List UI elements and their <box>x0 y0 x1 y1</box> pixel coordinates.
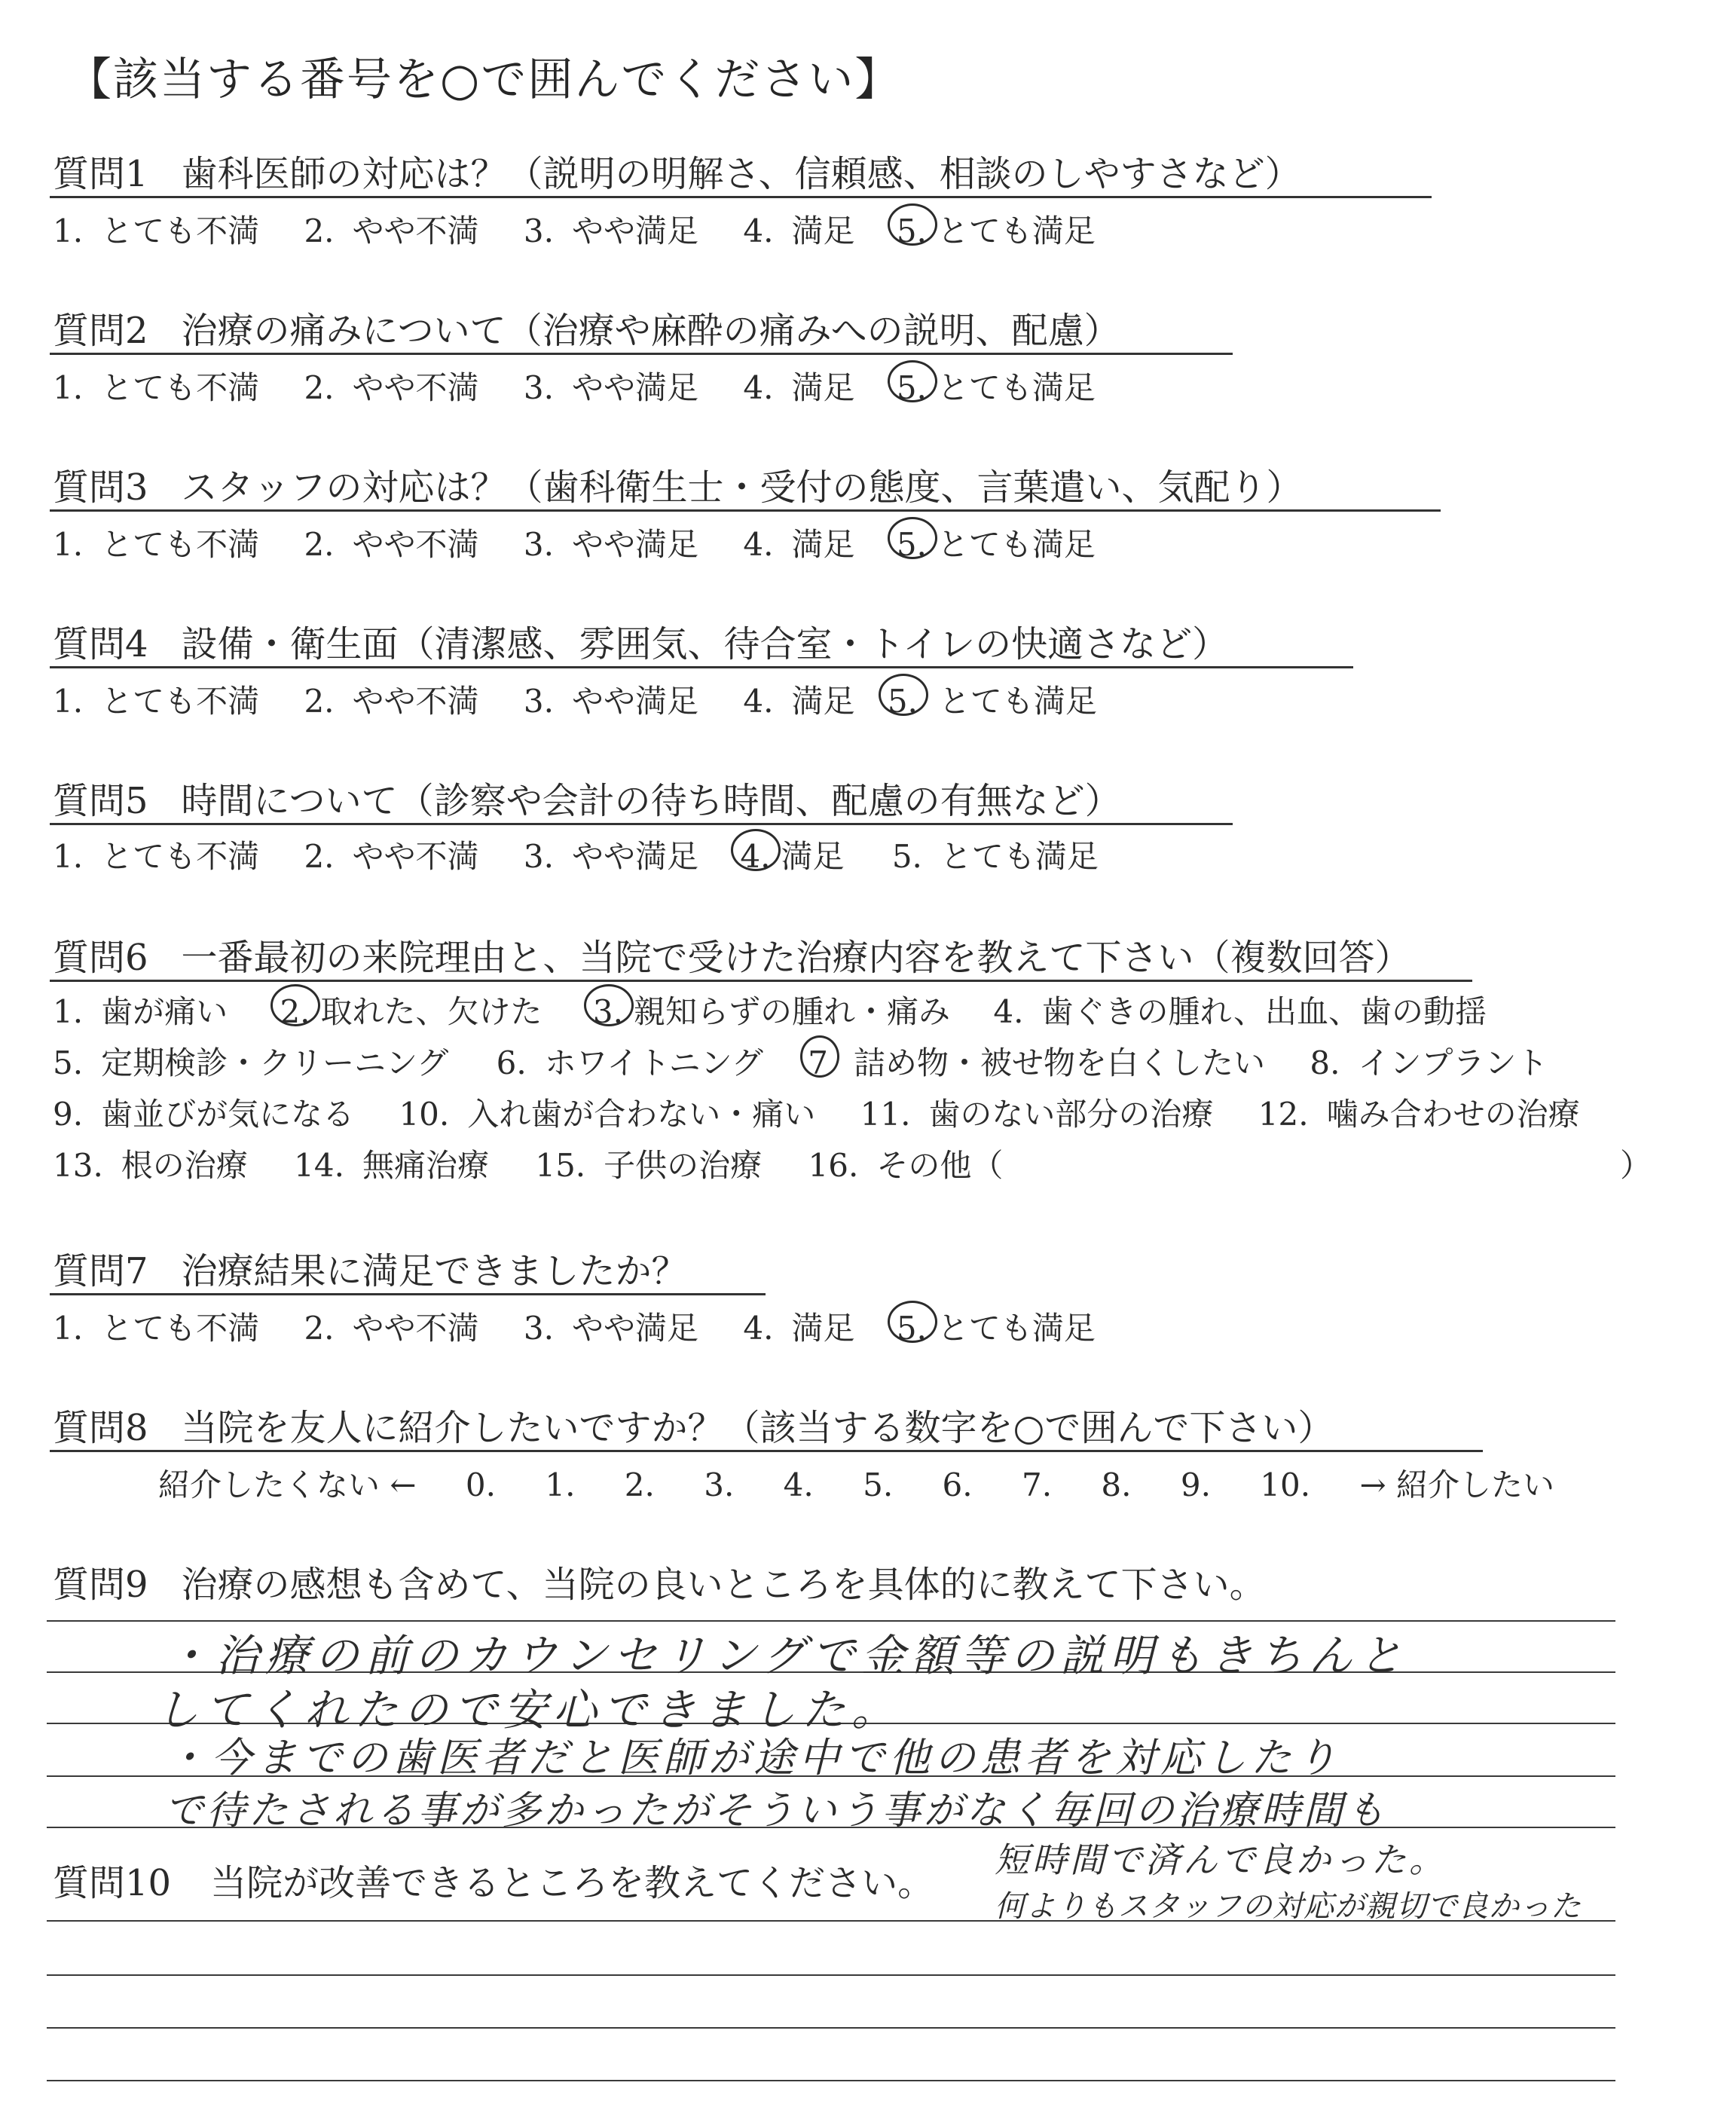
option-3[interactable]: 3. やや満足 <box>523 213 698 249</box>
question-text: 歯科医師の対応は？（説明の明解さ、信頼感、相談のしやすさなど） <box>181 153 1301 195</box>
question-text: 設備・衛生面（清潔感、雰囲気、待合室・トイレの快適さなど） <box>181 623 1229 665</box>
option-5-selected[interactable]: 5. とても満足 <box>897 363 1096 408</box>
q6-option-5[interactable]: 5. 定期検診・クリーニング <box>53 1044 449 1081</box>
q6-row-3 <box>53 1090 1580 1135</box>
recommend-scale <box>158 1460 1554 1506</box>
question-number: 質問5 <box>53 780 148 822</box>
scale-0[interactable]: 0. <box>465 1466 496 1503</box>
option-5[interactable]: 5. とても満足 <box>891 838 1099 875</box>
selection-circle <box>731 829 781 871</box>
q6-option-16[interactable]: 16. その他（ <box>808 1147 1004 1184</box>
scale-9[interactable]: 9. <box>1180 1466 1211 1503</box>
q6-row-4 <box>53 1141 1003 1186</box>
question-text: 時間について（診察や会計の待ち時間、配慮の有無など） <box>181 780 1121 822</box>
selection-circle <box>584 984 634 1026</box>
q6-option-13[interactable]: 13. 根の治療 <box>53 1147 248 1184</box>
underline <box>50 666 1353 668</box>
q6-option-9[interactable]: 9. 歯並びが気になる <box>53 1096 355 1133</box>
option-2[interactable]: 2. やや不満 <box>304 369 479 406</box>
answer-line <box>47 2027 1615 2029</box>
handwritten-answer-line-2: してくれたので安心できました。 <box>155 1684 902 1735</box>
other-close-paren: ） <box>1620 1147 1652 1184</box>
underline <box>50 1450 1483 1452</box>
question-text: 治療の感想も含めて、当院の良いところを具体的に教えて下さい。 <box>181 1564 1266 1606</box>
q6-option-1[interactable]: 1. 歯が痛い <box>53 993 228 1030</box>
q6-option-12[interactable]: 12. 噛み合わせの治療 <box>1258 1096 1580 1133</box>
option-1[interactable]: 1. とても不満 <box>53 526 260 563</box>
q6-option-7-selected[interactable]: 7 詰め物・被せ物を白くしたい <box>808 1038 1265 1084</box>
option-2[interactable]: 2. やや不満 <box>304 1310 479 1347</box>
question-text: スタッフの対応は？（歯科衛生士・受付の態度、言葉遣い、気配り） <box>181 466 1303 509</box>
handwritten-answer-line-4: で待たされる事が多かったがそういう事がなく毎回の治療時間も <box>164 1788 1389 1833</box>
selection-circle <box>888 360 937 402</box>
question-9-title <box>53 1555 1266 1607</box>
question-2-options <box>53 363 1096 408</box>
option-3[interactable]: 3. やや満足 <box>523 838 698 875</box>
q6-option-4[interactable]: 4. 歯ぐきの腫れ、出血、歯の動揺 <box>993 993 1487 1030</box>
question-1-options <box>53 206 1096 252</box>
option-2[interactable]: 2. やや不満 <box>304 526 479 563</box>
question-2-title <box>53 301 1120 353</box>
q6-option-6[interactable]: 6. ホワイトニング <box>496 1044 763 1081</box>
q6-row-1 <box>53 987 1487 1032</box>
option-1[interactable]: 1. とても不満 <box>53 369 260 406</box>
selection-circle <box>800 1035 839 1078</box>
question-1-title <box>53 145 1301 197</box>
option-5-selected[interactable]: 5. とても満足 <box>897 520 1096 565</box>
question-number: 質問4 <box>53 623 148 665</box>
q6-option-14[interactable]: 14. 無痛治療 <box>294 1147 489 1184</box>
option-1[interactable]: 1. とても不満 <box>53 683 260 720</box>
underline <box>50 980 1472 982</box>
selection-circle <box>270 984 320 1026</box>
question-number: 質問1 <box>53 153 148 195</box>
question-4-options <box>53 677 1097 722</box>
selection-circle <box>888 1301 937 1343</box>
question-7-title <box>53 1242 688 1294</box>
question-number: 質問10 <box>53 1862 172 1904</box>
option-3[interactable]: 3. やや満足 <box>523 369 698 406</box>
q6-option-2-selected[interactable]: 2. 取れた、欠けた <box>280 987 542 1032</box>
scale-left-label: 紹介したくない ← <box>158 1466 417 1503</box>
scale-2[interactable]: 2. <box>624 1466 655 1503</box>
option-3[interactable]: 3. やや満足 <box>523 1310 698 1347</box>
handwritten-answer-line-5: 短時間で済んで良かった。 <box>995 1839 1447 1880</box>
scale-3[interactable]: 3. <box>704 1466 735 1503</box>
scale-8[interactable]: 8. <box>1101 1466 1132 1503</box>
question-8-title <box>53 1399 1334 1451</box>
question-3-options <box>53 520 1096 565</box>
underline <box>50 353 1233 355</box>
option-4[interactable]: 4. 満足 <box>743 369 855 406</box>
option-1[interactable]: 1. とても不満 <box>53 213 260 249</box>
q6-option-10[interactable]: 10. 入れ歯が合わない・痛い <box>399 1096 816 1133</box>
scale-1[interactable]: 1. <box>545 1466 576 1503</box>
option-5-selected[interactable]: 5. とても満足 <box>897 206 1096 252</box>
question-10-title <box>53 1854 934 1906</box>
answer-line <box>47 2080 1615 2081</box>
question-text: 当院を友人に紹介したいですか？（該当する数字を○で囲んで下さい） <box>181 1407 1334 1449</box>
option-4[interactable]: 4. 満足 <box>743 526 855 563</box>
answer-line <box>47 1920 1615 1922</box>
question-4-title <box>53 615 1228 667</box>
question-text: 治療の痛みについて（治療や麻酔の痛みへの説明、配慮） <box>181 310 1120 352</box>
question-text: 当院が改善できるところを教えてください。 <box>210 1862 934 1904</box>
option-3[interactable]: 3. やや満足 <box>523 526 698 563</box>
scale-7[interactable]: 7. <box>1021 1466 1053 1503</box>
question-number: 質問3 <box>53 466 148 509</box>
underline <box>50 1293 766 1295</box>
option-1[interactable]: 1. とても不満 <box>53 1310 260 1347</box>
question-7-options <box>53 1304 1096 1349</box>
question-number: 質問9 <box>53 1564 148 1606</box>
question-number: 質問2 <box>53 310 148 352</box>
scale-6[interactable]: 6. <box>942 1466 973 1503</box>
option-4[interactable]: 4. 満足 <box>743 1310 855 1347</box>
option-2[interactable]: 2. やや不満 <box>304 683 479 720</box>
question-number: 質問8 <box>53 1407 148 1449</box>
handwritten-answer-line-6: 何よりもスタッフの対応が親切で良かった <box>995 1889 1582 1924</box>
question-number: 質問6 <box>53 937 148 979</box>
underline <box>50 509 1441 512</box>
q6-option-11[interactable]: 11. 歯のない部分の治療 <box>860 1096 1214 1133</box>
scale-right-label: → 紹介したい <box>1359 1466 1554 1503</box>
handwritten-answer-line-1: ・治療の前のカウンセリングで金額等の説明もきちんと <box>166 1630 1408 1681</box>
option-5-selected[interactable]: 5. とても満足 <box>888 677 1097 722</box>
underline <box>50 823 1233 825</box>
option-4[interactable]: 4. 満足 <box>743 683 855 720</box>
q6-option-8[interactable]: 8. インプラント <box>1310 1044 1548 1081</box>
question-5-options <box>53 832 1099 877</box>
question-3-title <box>53 458 1303 510</box>
q6-row-2 <box>53 1038 1548 1084</box>
question-text: 治療結果に満足できましたか？ <box>181 1250 688 1292</box>
question-6-title <box>53 928 1411 980</box>
q6-option-15[interactable]: 15. 子供の治療 <box>535 1147 763 1184</box>
question-5-title <box>53 772 1121 824</box>
option-4[interactable]: 4. 満足 <box>743 213 855 249</box>
selection-circle <box>888 203 937 246</box>
answer-line <box>47 1974 1615 1976</box>
selection-circle <box>888 517 937 559</box>
scale-5[interactable]: 5. <box>863 1466 894 1503</box>
page-title: 【該当する番号を○で囲んでください】 <box>66 54 902 106</box>
question-number: 質問7 <box>53 1250 148 1292</box>
option-2[interactable]: 2. やや不満 <box>304 838 479 875</box>
option-4-selected[interactable]: 4. 満足 <box>740 832 844 877</box>
option-2[interactable]: 2. やや不満 <box>304 213 479 249</box>
scale-4[interactable]: 4. <box>783 1466 814 1503</box>
scale-10[interactable]: 10. <box>1260 1466 1311 1503</box>
handwritten-answer-line-3: ・今までの歯医者だと医師が途中で他の患者を対応したり <box>166 1734 1341 1781</box>
q6-option-3-selected[interactable]: 3. 親知らずの腫れ・痛み <box>593 987 950 1032</box>
option-1[interactable]: 1. とても不満 <box>53 838 260 875</box>
selection-circle <box>879 674 928 716</box>
option-5-selected[interactable]: 5. とても満足 <box>897 1304 1096 1349</box>
question-text: 一番最初の来院理由と、当院で受けた治療内容を教えて下さい（複数回答） <box>181 937 1411 979</box>
underline <box>50 196 1432 198</box>
option-3[interactable]: 3. やや満足 <box>523 683 698 720</box>
